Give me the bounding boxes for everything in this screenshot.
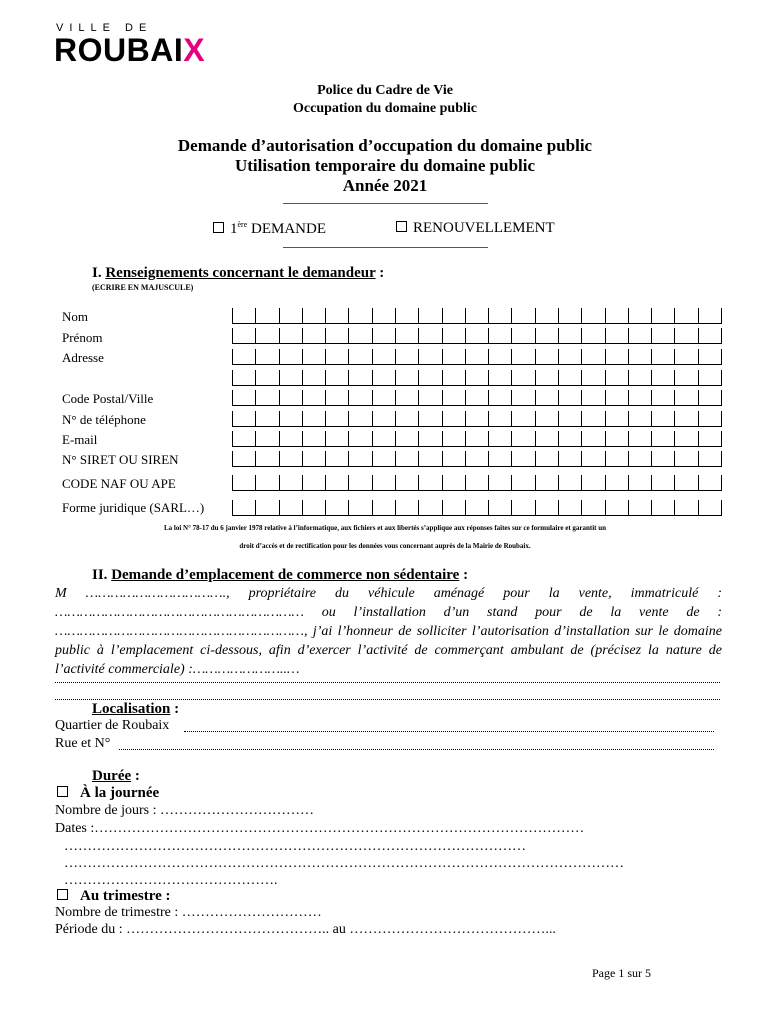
cell-divider (442, 451, 443, 466)
cell-divider (348, 411, 349, 426)
cell-divider (325, 411, 326, 426)
cell-divider (279, 349, 280, 364)
cell-divider (325, 431, 326, 446)
cell-divider (395, 390, 396, 405)
cell-divider (721, 370, 722, 385)
cell-divider (511, 431, 512, 446)
cell-divider (325, 390, 326, 405)
cell-divider (535, 500, 536, 515)
cell-divider (395, 411, 396, 426)
cell-divider (302, 500, 303, 515)
label-prenom: Prénom (62, 330, 103, 345)
legal-notice-1: La loi N° 78-17 du 6 janvier 1978 relative à l’informatique, aux fichiers et aux libertés s’applique aux réponses faites sur ce formulaire et garantit un (163, 524, 607, 532)
cell-divider (442, 500, 443, 515)
cell-divider (511, 390, 512, 405)
cell-divider (325, 500, 326, 515)
cell-divider (488, 370, 489, 385)
cell-divider (418, 390, 419, 405)
cell-divider (279, 475, 280, 490)
cell-divider (698, 411, 699, 426)
cell-divider (535, 411, 536, 426)
cell-divider (558, 411, 559, 426)
cell-divider (721, 308, 722, 323)
cell-divider (325, 308, 326, 323)
cell-divider (442, 328, 443, 343)
input-rue[interactable] (119, 749, 714, 750)
cell-divider (395, 500, 396, 515)
cell-divider (628, 370, 629, 385)
cell-divider (232, 411, 233, 426)
cell-divider (232, 308, 233, 323)
cell-divider (605, 451, 606, 466)
cell-divider (418, 475, 419, 490)
cell-divider (511, 328, 512, 343)
cell-divider (418, 308, 419, 323)
label-tel: N° de téléphone (62, 412, 146, 427)
cell-divider (232, 349, 233, 364)
cell-divider (418, 451, 419, 466)
cell-divider (581, 349, 582, 364)
cell-divider (674, 308, 675, 323)
cell-divider (279, 308, 280, 323)
cell-divider (348, 431, 349, 446)
cell-divider (255, 349, 256, 364)
cell-divider (535, 328, 536, 343)
cell-divider (581, 390, 582, 405)
cell-divider (372, 411, 373, 426)
cell-divider (511, 349, 512, 364)
cell-divider (442, 370, 443, 385)
cell-divider (511, 500, 512, 515)
label-nom: Nom (62, 309, 88, 324)
cell-divider (302, 370, 303, 385)
cell-divider (698, 500, 699, 515)
cell-divider (511, 475, 512, 490)
cell-divider (698, 370, 699, 385)
cell-divider (535, 349, 536, 364)
cell-divider (581, 370, 582, 385)
cell-divider (628, 451, 629, 466)
cell-divider (558, 500, 559, 515)
cell-divider (511, 308, 512, 323)
input-tel[interactable] (232, 411, 722, 427)
cell-divider (442, 349, 443, 364)
cell-divider (348, 451, 349, 466)
cell-divider (605, 328, 606, 343)
cell-divider (581, 411, 582, 426)
separator (283, 247, 488, 248)
label-naf: CODE NAF OU APE (62, 476, 176, 491)
localisation-title: Localisation : (92, 701, 180, 717)
duree-title: Durée : (92, 768, 140, 784)
cell-divider (558, 431, 559, 446)
cell-divider (651, 451, 652, 466)
cell-divider (651, 349, 652, 364)
cell-divider (232, 390, 233, 405)
label-rue: Rue et N° (55, 736, 111, 751)
cell-divider (605, 411, 606, 426)
separator (283, 203, 488, 204)
cell-divider (488, 390, 489, 405)
cell-divider (325, 451, 326, 466)
cell-divider (651, 475, 652, 490)
cell-divider (418, 349, 419, 364)
cell-divider (651, 328, 652, 343)
field-nb-jours: Nombre de jours : …………………………… (55, 803, 314, 818)
cell-divider (721, 451, 722, 466)
label-quartier: Quartier de Roubaix (55, 718, 170, 733)
cell-divider (279, 328, 280, 343)
cell-divider (372, 370, 373, 385)
input-email[interactable] (232, 431, 722, 447)
cell-divider (605, 431, 606, 446)
cell-divider (465, 308, 466, 323)
cell-divider (721, 390, 722, 405)
request-paragraph: M ……………………………., propriétaire du véhicule aménagé pour la vente, immatriculé : …………………………………………………… ou l’installation d’un stand pour de la vente de : ……………………………………………………, j’ai l’honneur de solliciter l’autorisation d’installation sur le domaine public à l’emplacement ci-dessous, afin d’exercer l’activité de commerçant ambulant de (précisez la nature de l’activité commerciale) :…………………..… (55, 586, 722, 677)
checkbox[interactable] (57, 786, 68, 797)
cell-divider (395, 475, 396, 490)
cell-divider (348, 328, 349, 343)
cell-divider (581, 328, 582, 343)
page-number: Page 1 sur 5 (592, 966, 651, 980)
cell-divider (395, 451, 396, 466)
checkbox[interactable] (396, 221, 407, 232)
logo-text: ROUBAI (54, 32, 184, 68)
cell-divider (558, 390, 559, 405)
cell-divider (302, 349, 303, 364)
cell-divider (255, 328, 256, 343)
cell-divider (628, 500, 629, 515)
input-adresse[interactable] (232, 349, 722, 365)
cell-divider (348, 475, 349, 490)
cell-divider (511, 451, 512, 466)
cell-divider (674, 475, 675, 490)
cell-divider (465, 349, 466, 364)
cell-divider (372, 475, 373, 490)
cell-divider (372, 308, 373, 323)
cell-divider (721, 349, 722, 364)
cell-divider (372, 328, 373, 343)
cell-divider (255, 451, 256, 466)
option-renewal[interactable]: RENOUVELLEMENT (396, 220, 555, 237)
cell-divider (232, 370, 233, 385)
cell-divider (721, 500, 722, 515)
cell-divider (232, 500, 233, 515)
cell-divider (581, 308, 582, 323)
cell-divider (628, 475, 629, 490)
cell-divider (325, 370, 326, 385)
cell-divider (302, 431, 303, 446)
label-siret: N° SIRET OU SIREN (62, 452, 179, 467)
cell-divider (488, 328, 489, 343)
cell-divider (651, 308, 652, 323)
cell-divider (418, 328, 419, 343)
input-cp-ville[interactable] (232, 390, 722, 406)
cell-divider (465, 500, 466, 515)
cell-divider (255, 475, 256, 490)
cell-divider (651, 411, 652, 426)
logo (54, 32, 205, 69)
cell-divider (232, 451, 233, 466)
cell-divider (372, 451, 373, 466)
cell-divider (348, 500, 349, 515)
cell-divider (465, 451, 466, 466)
cell-divider (442, 475, 443, 490)
cell-divider (674, 328, 675, 343)
cell-divider (255, 411, 256, 426)
cell-divider (255, 500, 256, 515)
header-line2: Occupation du domaine public (293, 101, 477, 116)
cell-divider (418, 370, 419, 385)
cell-divider (488, 451, 489, 466)
cell-divider (465, 390, 466, 405)
cell-divider (558, 370, 559, 385)
cell-divider (255, 370, 256, 385)
cell-divider (605, 475, 606, 490)
cell-divider (442, 411, 443, 426)
field-dates-3: ………………………………………………………………………………………………………… (64, 856, 624, 871)
cell-divider (674, 451, 675, 466)
cell-divider (674, 431, 675, 446)
cell-divider (698, 308, 699, 323)
header-line1: Police du Cadre de Vie (317, 83, 453, 98)
cell-divider (605, 390, 606, 405)
field-dates-4: ………………………………………. (64, 873, 278, 888)
input-nom[interactable] (232, 308, 722, 324)
cell-divider (465, 475, 466, 490)
cell-divider (605, 308, 606, 323)
cell-divider (698, 431, 699, 446)
field-nb-trimestre: Nombre de trimestre : ………………………… (55, 905, 322, 920)
section2-title: II. Demande d’emplacement de commerce non sédentaire : (92, 567, 469, 583)
cell-divider (418, 411, 419, 426)
cell-divider (348, 308, 349, 323)
cell-divider (698, 349, 699, 364)
cell-divider (465, 370, 466, 385)
option-journee[interactable]: À la journée (57, 785, 159, 802)
cell-divider (325, 475, 326, 490)
cell-divider (348, 370, 349, 385)
label-email: E-mail (62, 432, 98, 447)
cell-divider (721, 431, 722, 446)
cell-divider (721, 411, 722, 426)
cell-divider (348, 390, 349, 405)
cell-divider (465, 328, 466, 343)
cell-divider (465, 431, 466, 446)
cell-divider (418, 431, 419, 446)
input-adresse-2[interactable] (232, 370, 722, 386)
cell-divider (674, 370, 675, 385)
cell-divider (488, 431, 489, 446)
cell-divider (372, 431, 373, 446)
cell-divider (698, 328, 699, 343)
cell-divider (674, 390, 675, 405)
cell-divider (232, 431, 233, 446)
cell-divider (302, 308, 303, 323)
cell-divider (581, 475, 582, 490)
input-prenom[interactable] (232, 328, 722, 344)
cell-divider (674, 411, 675, 426)
cell-divider (348, 349, 349, 364)
cell-divider (511, 370, 512, 385)
cell-divider (255, 390, 256, 405)
cell-divider (605, 370, 606, 385)
cell-divider (372, 349, 373, 364)
cell-divider (721, 328, 722, 343)
cell-divider (418, 500, 419, 515)
option-first-request[interactable]: 1ère DEMANDE (213, 220, 326, 238)
section1-note: (ECRIRE EN MAJUSCULE) (92, 283, 194, 292)
cell-divider (325, 328, 326, 343)
cell-divider (628, 308, 629, 323)
cell-divider (558, 451, 559, 466)
cell-divider (302, 475, 303, 490)
cell-divider (535, 475, 536, 490)
cell-divider (558, 328, 559, 343)
form-title: Demande d’autorisation d’occupation du domaine public (177, 136, 593, 155)
form-subtitle: Utilisation temporaire du domaine public (234, 156, 536, 175)
cell-divider (628, 431, 629, 446)
cell-divider (535, 451, 536, 466)
cell-divider (558, 475, 559, 490)
cell-divider (605, 349, 606, 364)
cell-divider (232, 328, 233, 343)
field-dates: Dates :…………………………………………………………………………………………… (55, 821, 585, 836)
input-quartier[interactable] (184, 731, 714, 732)
cell-divider (325, 349, 326, 364)
label-cp-ville: Code Postal/Ville (62, 391, 154, 406)
cell-divider (395, 370, 396, 385)
cell-divider (628, 328, 629, 343)
cell-divider (442, 390, 443, 405)
cell-divider (488, 349, 489, 364)
cell-divider (535, 308, 536, 323)
cell-divider (395, 308, 396, 323)
cell-divider (279, 370, 280, 385)
label-adresse: Adresse (62, 350, 104, 365)
cell-divider (651, 390, 652, 405)
cell-divider (442, 431, 443, 446)
cell-divider (395, 349, 396, 364)
cell-divider (279, 500, 280, 515)
cell-divider (442, 308, 443, 323)
cell-divider (255, 431, 256, 446)
cell-divider (465, 411, 466, 426)
cell-divider (628, 411, 629, 426)
cell-divider (721, 475, 722, 490)
logo-accent: X (183, 32, 206, 68)
cell-divider (395, 328, 396, 343)
cell-divider (558, 308, 559, 323)
cell-divider (279, 390, 280, 405)
cell-divider (674, 349, 675, 364)
cell-divider (372, 390, 373, 405)
form-year: Année 2021 (342, 176, 428, 195)
checkbox[interactable] (213, 222, 224, 233)
cell-divider (651, 370, 652, 385)
input-naf[interactable] (232, 475, 722, 491)
input-forme[interactable] (232, 500, 722, 516)
option-trimestre[interactable]: Au trimestre : (57, 888, 171, 905)
legal-notice-2: droit d’accès et de rectification pour les données vous concernant auprès de la Mairie de Roubaix. (239, 542, 531, 550)
cell-divider (488, 500, 489, 515)
cell-divider (698, 475, 699, 490)
cell-divider (232, 475, 233, 490)
cell-divider (581, 431, 582, 446)
cell-divider (674, 500, 675, 515)
cell-divider (511, 411, 512, 426)
cell-divider (535, 370, 536, 385)
cell-divider (651, 431, 652, 446)
fill-line[interactable] (55, 699, 720, 700)
cell-divider (535, 390, 536, 405)
cell-divider (558, 349, 559, 364)
field-periode: Période du : …………………………………….. au ……………………………………... (55, 922, 556, 937)
cell-divider (628, 349, 629, 364)
input-siret[interactable] (232, 451, 722, 467)
field-dates-2: ……………………………………………………………………………………… (64, 839, 526, 854)
cell-divider (605, 500, 606, 515)
cell-divider (698, 451, 699, 466)
cell-divider (628, 390, 629, 405)
cell-divider (581, 451, 582, 466)
section1-title: I. Renseignements concernant le demandeur : (92, 265, 385, 281)
cell-divider (279, 411, 280, 426)
cell-divider (302, 411, 303, 426)
cell-divider (255, 308, 256, 323)
cell-divider (372, 500, 373, 515)
cell-divider (535, 431, 536, 446)
cell-divider (279, 431, 280, 446)
cell-divider (488, 308, 489, 323)
fill-line[interactable] (55, 682, 720, 683)
cell-divider (698, 390, 699, 405)
cell-divider (395, 431, 396, 446)
logo-subtitle: VILLE DE (56, 22, 153, 34)
checkbox[interactable] (57, 889, 68, 900)
label-forme: Forme juridique (SARL…) (62, 500, 205, 515)
cell-divider (488, 475, 489, 490)
cell-divider (279, 451, 280, 466)
cell-divider (302, 390, 303, 405)
cell-divider (488, 411, 489, 426)
cell-divider (302, 451, 303, 466)
cell-divider (581, 500, 582, 515)
cell-divider (302, 328, 303, 343)
cell-divider (651, 500, 652, 515)
